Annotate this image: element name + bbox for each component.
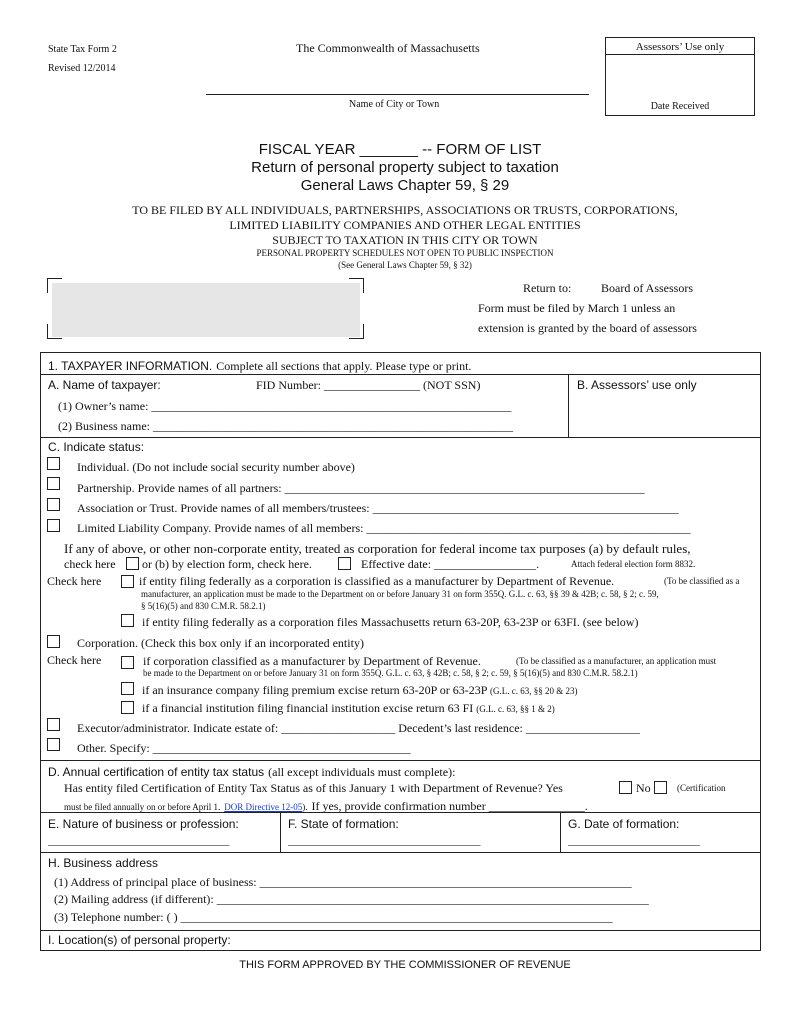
section-1-title: 1. TAXPAYER INFORMATION. [48, 359, 213, 373]
filing-deadline: Form must be filed by March 1 unless an [478, 301, 676, 315]
name-of-taxpayer-label: A. Name of taxpayer: [48, 378, 161, 392]
corp-manufacturer-note-2: be made to the Department on or before January 31 on form 355Q. G.L. c. 63, § 42B; c. 58, § 2; c. 59, § 5(16)(5) and 830 C.M.R. 58.2.1) [143, 668, 638, 678]
form-id: State Tax Form 2 [48, 44, 117, 55]
owner-name-field[interactable]: (1) Owner’s name: ____________________________________________________________ [58, 399, 512, 413]
individual-checkbox[interactable] [47, 457, 60, 470]
form-title: FISCAL YEAR _______ -- FORM OF LIST [258, 141, 542, 158]
form-statute: General Laws Chapter 59, § 29 [300, 177, 510, 194]
manufacturer-note: (To be classified as a [664, 576, 740, 586]
divider [280, 812, 281, 852]
business-address-label: H. Business address [48, 856, 159, 870]
return-to-value: Board of Assessors [601, 281, 693, 295]
insurance-note: (G.L. c. 63, §§ 20 & 23) [490, 686, 578, 696]
mailing-address-field[interactable]: (2) Mailing address (if different): ________________________________________________________________________ [54, 892, 649, 906]
default-rules-label: check here [64, 557, 116, 571]
insurance-checkbox[interactable] [121, 682, 134, 695]
corp-treatment-text: If any of above, or other non-corporate entity, treated as corporation for federal income tax purposes (a) by default rules, [64, 541, 691, 556]
election-checkbox[interactable] [338, 557, 351, 570]
corp-manufacturer-label: if corporation classified as a manufacturer by Department of Revenue. [143, 654, 481, 668]
divider [40, 852, 760, 853]
certification-note: (Certification [677, 783, 726, 793]
divider [560, 812, 561, 852]
telephone-field[interactable]: (3) Telephone number: ( ) ________________________________________________________________________ [54, 910, 613, 924]
individual-label: Individual. (Do not include social security number above) [77, 460, 355, 474]
financial-institution-label: if a financial institution filing financial institution excise return 63 FI [142, 701, 474, 715]
election-label: or (b) by election form, check here. [142, 557, 312, 571]
manufacturer-label: if entity filing federally as a corporation is classified as a manufacturer by Department of Revenue. [139, 574, 615, 588]
check-here-label-2: Check here [47, 653, 102, 667]
partnership-checkbox[interactable] [47, 477, 60, 490]
redacted-address [52, 283, 360, 337]
revised-date: Revised 12/2014 [48, 63, 116, 74]
corp-manufacturer-checkbox[interactable] [121, 656, 134, 669]
association-checkbox[interactable] [47, 498, 60, 511]
filing-line-3: SUBJECT TO TAXATION IN THIS CITY OR TOWN [272, 233, 538, 247]
certification-no-label: No [636, 781, 651, 795]
financial-institution-note: (G.L. c. 63, §§ 1 & 2) [476, 704, 555, 714]
effective-date-field[interactable]: Effective date: _________________. [361, 557, 540, 571]
divider [40, 930, 760, 931]
financial-institution-checkbox[interactable] [121, 701, 134, 714]
other-checkbox[interactable] [47, 738, 60, 751]
fid-number-field[interactable]: FID Number: ________________ (NOT SSN) [256, 378, 481, 392]
corporation-checkbox[interactable] [47, 635, 60, 648]
principal-address-field[interactable]: (1) Address of principal place of business: ______________________________________________________________ [54, 875, 632, 889]
llc-checkbox[interactable] [47, 519, 60, 532]
section-d-label: D. Annual certification of entity tax status [48, 765, 265, 779]
association-label: Association or Trust. Provide names of all members/trustees: ___________________________________________________ [77, 501, 679, 515]
city-line[interactable] [206, 94, 589, 95]
divider [568, 374, 569, 437]
state-of-formation-field[interactable]: ___________________________________ [288, 835, 481, 847]
check-here-label: Check here [47, 574, 102, 588]
section-d-note: (all except individuals must complete): [268, 765, 456, 779]
state-of-formation-label: F. State of formation: [288, 817, 399, 831]
filing-line-2: LIMITED LIABILITY COMPANIES AND OTHER LEGAL ENTITIES [229, 218, 581, 232]
dor-directive-link[interactable]: DOR Directive 12-05 [224, 802, 303, 812]
date-received-label: Date Received [650, 101, 710, 112]
executor-label: Executor/administrator. Indicate estate of: ___________________ Decedent’s last residence: ___________________ [77, 721, 640, 735]
manufacturer-note-2: manufacturer, an application must be made to the Department on or before January 31 on form 355Q. G.L. c. 63, §§ 39 & 42B; c. 58, § 2; c. 59, [141, 589, 659, 599]
filing-line-5: (See General Laws Chapter 59, § 32) [338, 260, 472, 270]
files-ma-return-label: if entity filing federally as a corporation files Massachusetts return 63-20P, 63-23P or 63FI. (see below) [142, 615, 639, 629]
certification-yes-checkbox[interactable] [619, 781, 632, 794]
executor-checkbox[interactable] [47, 718, 60, 731]
nature-of-business-label: E. Nature of business or profession: [48, 817, 239, 831]
assessors-box-title: Assessors’ Use only [606, 38, 754, 55]
date-of-formation-label: G. Date of formation: [568, 817, 680, 831]
default-rules-checkbox[interactable] [126, 557, 139, 570]
footer-approval: THIS FORM APPROVED BY THE COMMISSIONER OF REVENUE [239, 959, 571, 971]
business-name-field[interactable]: (2) Business name: ____________________________________________________________ [58, 419, 513, 433]
commonwealth-title: The Commonwealth of Massachusetts [296, 41, 480, 55]
nature-of-business-field[interactable]: _________________________________ [48, 835, 230, 847]
divider [40, 812, 760, 813]
files-ma-return-checkbox[interactable] [121, 614, 134, 627]
certification-no-checkbox[interactable] [654, 781, 667, 794]
property-location-label: I. Location(s) of personal property: [48, 933, 231, 947]
confirmation-number-field[interactable]: If yes, provide confirmation number ________________. [311, 799, 588, 813]
corp-manufacturer-note: (To be classified as a manufacturer, an application must [516, 656, 717, 666]
filing-line-1: TO BE FILED BY ALL INDIVIDUALS, PARTNERSHIPS, ASSOCIATIONS OR TRUSTS, CORPORATIONS, [132, 203, 678, 217]
return-to-label: Return to: [523, 281, 572, 295]
certification-question: Has entity filed Certification of Entity Tax Status as of this January 1 with Department of Revenue? Yes [64, 781, 563, 795]
annual-filing-note: must be filed annually on or before April 1. [64, 802, 221, 812]
city-label: Name of City or Town [349, 99, 440, 110]
partnership-label: Partnership. Provide names of all partners: ____________________________________________________________ [77, 481, 645, 495]
llc-label: Limited Liability Company. Provide names of all members: ______________________________________________________ [77, 521, 691, 535]
extension-note: extension is granted by the board of assessors [478, 321, 697, 335]
corporation-label: Corporation. (Check this box only if an incorporated entity) [77, 636, 364, 650]
filing-line-4: PERSONAL PROPERTY SCHEDULES NOT OPEN TO PUBLIC INSPECTION [256, 248, 554, 258]
section-1-instructions: Complete all sections that apply. Please type or print. [216, 359, 472, 373]
insurance-label: if an insurance company filing premium excise return 63-20P or 63-23P [142, 683, 488, 697]
note-close: ). [302, 802, 308, 812]
form-subtitle: Return of personal property subject to taxation [251, 159, 559, 176]
manufacturer-checkbox[interactable] [121, 575, 134, 588]
assessors-use-label: B. Assessors’ use only [577, 378, 697, 392]
attach-8832-note: Attach federal election form 8832. [571, 559, 696, 569]
date-of-formation-field[interactable]: ________________________ [568, 835, 700, 847]
other-specify-field[interactable]: Other. Specify: ___________________________________________ [77, 741, 411, 755]
assessors-use-box [605, 37, 755, 116]
divider [40, 437, 760, 438]
manufacturer-note-3: § 5(16)(5) and 830 C.M.R. 58.2.1) [141, 601, 266, 611]
divider [40, 760, 760, 761]
status-label: C. Indicate status: [48, 440, 145, 454]
